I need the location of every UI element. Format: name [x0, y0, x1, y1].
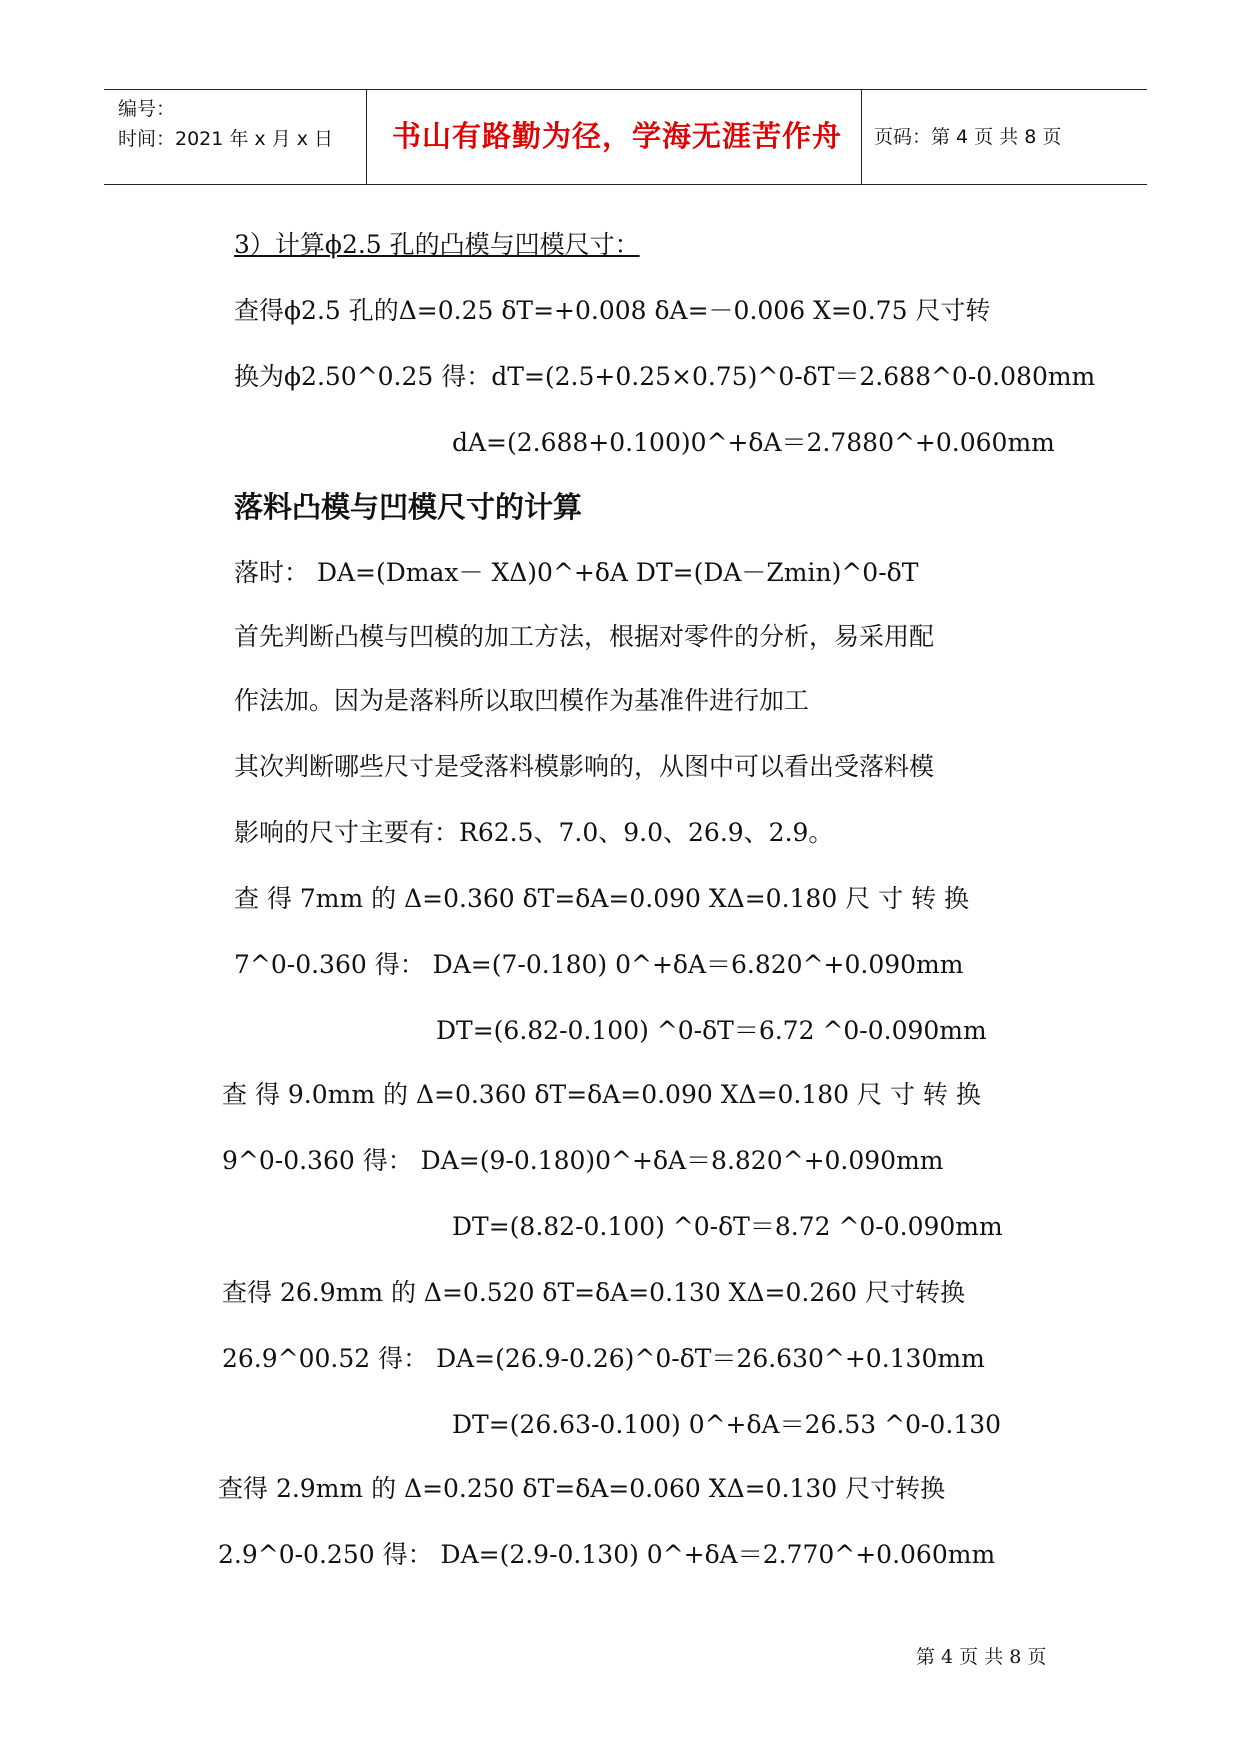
formula-line: 换为ϕ2.50^0.25 得：dT=(2.5+0.25×0.75)^0-δT＝2.688^0-0.080mm — [234, 362, 1096, 391]
number-label: 编号： — [118, 98, 176, 120]
text-line: 查得ϕ2.5 孔的Δ=0.25 δT=+0.008 δA=－0.006 X=0.75 尺寸转 — [234, 296, 991, 325]
formula-line: 9^0-0.360 得： DA=(9-0.180)0^+δA＝8.820^+0.090mm — [222, 1146, 944, 1175]
header-info — [118, 94, 333, 154]
formula-line: DT=(26.63-0.100) 0^+δA＝26.53 ^0-0.130 — [452, 1410, 1001, 1439]
header-divider — [861, 90, 862, 184]
formula-line: 2.9^0-0.250 得： DA=(2.9-0.130) 0^+δA＝2.770^+0.060mm — [218, 1540, 996, 1569]
formula-line: 7^0-0.360 得： DA=(7-0.180) 0^+δA＝6.820^+0.090mm — [234, 950, 964, 979]
text-line: 查得 2.9mm 的 Δ=0.250 δT=δA=0.060 XΔ=0.130 尺寸转换 — [218, 1474, 946, 1503]
formula-line: dA=(2.688+0.100)0^+δA＝2.7880^+0.060mm — [452, 428, 1055, 457]
text-line: 首先判断凸模与凹模的加工方法，根据对零件的分析，易采用配 — [234, 622, 935, 651]
text-line: 作法加。因为是落料所以取凹模作为基准件进行加工 — [234, 686, 810, 715]
section-title: 落料凸模与凹模尺寸的计算 — [234, 490, 583, 524]
header-divider — [366, 90, 367, 184]
page-footer: 第 4 页 共 8 页 — [916, 1646, 1047, 1668]
formula-line: 落时： DA=(Dmax－ XΔ)0^+δA DT=(DA－Zmin)^0-δT — [234, 558, 919, 587]
time-label: 时间：2021 年 x 月 x 日 — [118, 128, 334, 150]
text-line: 影响的尺寸主要有：R62.5、7.0、9.0、26.9、2.9。 — [234, 818, 834, 847]
formula-line: DT=(6.82-0.100) ^0-δT＝6.72 ^0-0.090mm — [436, 1016, 987, 1045]
text-line: 查 得 7mm 的 Δ=0.360 δT=δA=0.090 XΔ=0.180 尺 寸 转 换 — [234, 884, 970, 913]
section-heading: 3）计算ϕ2.5 孔的凸模与凹模尺寸： — [234, 230, 640, 259]
page-header — [104, 89, 1147, 185]
text-line: 查 得 9.0mm 的 Δ=0.360 δT=δA=0.090 XΔ=0.180 尺 寸 转 换 — [222, 1080, 981, 1109]
header-motto: 书山有路勤为径，学海无涯苦作舟 — [392, 119, 843, 153]
formula-line: 26.9^00.52 得： DA=(26.9-0.26)^0-δT＝26.630^+0.130mm — [222, 1344, 985, 1373]
text-line: 其次判断哪些尺寸是受落料模影响的，从图中可以看出受落料模 — [234, 752, 935, 781]
page-code: 页码：第 4 页 共 8 页 — [874, 126, 1062, 148]
text-line: 查得 26.9mm 的 Δ=0.520 δT=δA=0.130 XΔ=0.260 尺寸转换 — [222, 1278, 965, 1307]
formula-line: DT=(8.82-0.100) ^0-δT＝8.72 ^0-0.090mm — [452, 1212, 1003, 1241]
